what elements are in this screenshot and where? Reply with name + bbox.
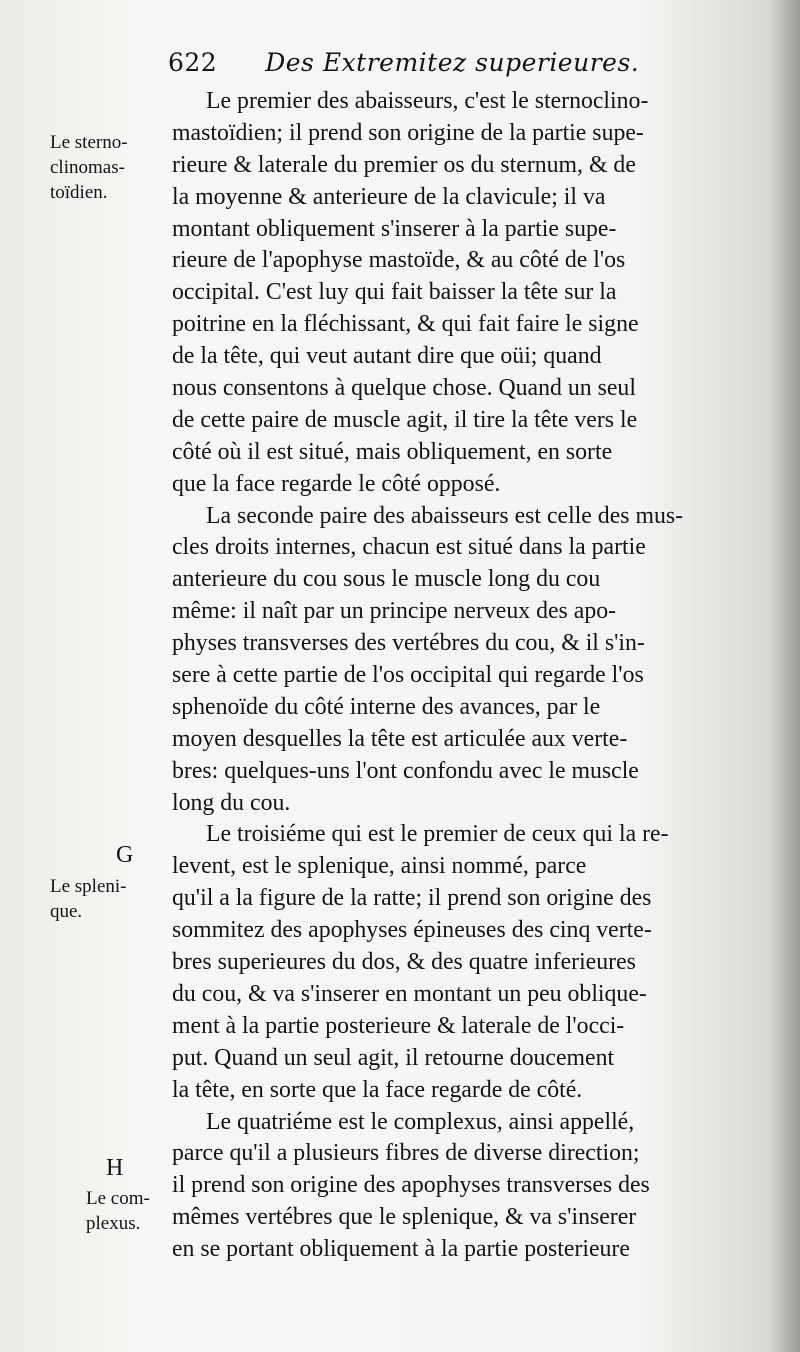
text-line: sphenoïde du côté interne des avances, par le xyxy=(172,693,601,720)
text-line: montant obliquement s'inserer à la partie supe- xyxy=(172,215,617,242)
text-line: rieure & laterale du premier os du sternum, & de xyxy=(172,151,636,178)
paragraph xyxy=(172,1107,738,1266)
margin-note-splenique xyxy=(50,874,168,924)
paragraph xyxy=(172,819,738,1106)
margin-note-sternoclinomastoidien xyxy=(50,130,168,205)
running-title: Des Extremitez superieures. xyxy=(265,48,640,77)
margin-note-line: que. xyxy=(50,901,83,922)
text-line: occipital. C'est luy qui fait baisser la tête sur la xyxy=(172,279,617,306)
text-line: sere à cette partie de l'os occipital qui regarde l'os xyxy=(172,662,644,689)
text-line: ment à la partie posterieure & laterale de l'occi- xyxy=(172,1012,625,1039)
page-number: 622 xyxy=(168,48,218,77)
text-line: côté où il est situé, mais obliquement, en sorte xyxy=(172,438,613,465)
paragraph xyxy=(172,86,738,501)
margin-note-line: Le com- xyxy=(86,1188,150,1209)
text-line: la moyenne & anterieure de la clavicule; il va xyxy=(172,183,606,210)
text-line: il prend son origine des apophyses transverses des xyxy=(172,1172,650,1199)
margin-note-line: toïdien. xyxy=(50,182,108,203)
text-line: parce qu'il a plusieurs fibres de diverse direction; xyxy=(172,1140,640,1167)
text-line: du cou, & va s'inserer en montant un peu oblique- xyxy=(172,980,647,1007)
text-line: levent, est le splenique, ainsi nommé, parce xyxy=(172,853,587,880)
signature-mark-h: H xyxy=(106,1155,124,1181)
text-line: de la tête, qui veut autant dire que oüi; quand xyxy=(172,343,602,370)
text-line: Le premier des abaisseurs, c'est le sternoclino- xyxy=(206,88,649,114)
text-line: bres superieures du dos, & des quatre inferieures xyxy=(172,949,636,976)
running-head xyxy=(168,48,648,77)
text-line: physes transverses des vertébres du cou, & il s'in- xyxy=(172,630,645,657)
text-line: de cette paire de muscle agit, il tire la tête vers le xyxy=(172,406,638,433)
margin-note-line: Le sterno- xyxy=(50,132,128,153)
signature-mark-g: G xyxy=(116,842,134,868)
text-line: anterieure du cou sous le muscle long du cou xyxy=(172,566,601,593)
text-line: put. Quand un seul agit, il retourne doucement xyxy=(172,1044,615,1071)
text-line: nous consentons à quelque chose. Quand un seul xyxy=(172,375,636,402)
text-line: qu'il a la figure de la ratte; il prend son origine des xyxy=(172,885,652,912)
text-line: Le quatriéme est le complexus, ainsi appellé, xyxy=(206,1108,635,1135)
margin-note-line: Le spleni- xyxy=(50,876,127,897)
paragraph xyxy=(172,501,738,820)
text-line: bres: quelques-uns l'ont confondu avec le muscle xyxy=(172,757,639,784)
paragraphs xyxy=(172,86,738,1266)
text-line: que la face regarde le côté opposé. xyxy=(172,470,501,497)
body-text xyxy=(172,86,738,1266)
margin-note-line: plexus. xyxy=(86,1213,141,1234)
text-line: Le troisiéme qui est le premier de ceux qui la re- xyxy=(206,821,669,848)
margin-note-line: clinomas- xyxy=(50,157,125,178)
text-line: La seconde paire des abaisseurs est celle des mus- xyxy=(206,502,684,529)
text-line: mêmes vertébres que le splenique, & va s'inserer xyxy=(172,1204,637,1231)
text-line: moyen desquelles la tête est articulée aux verte- xyxy=(172,725,628,752)
text-line: poitrine en la fléchissant, & qui fait faire le signe xyxy=(172,311,639,338)
text-line: sommitez des apophyses épineuses des cinq verte- xyxy=(172,917,652,944)
text-line: la tête, en sorte que la face regarde de côté. xyxy=(172,1076,583,1103)
text-line: cles droits internes, chacun est situé dans la partie xyxy=(172,534,646,561)
text-line: en se portant obliquement à la partie posterieure xyxy=(172,1236,630,1263)
text-line: même: il naît par un principe nerveux des apo- xyxy=(172,598,617,625)
text-line: mastoïdien; il prend son origine de la partie supe- xyxy=(172,119,644,146)
text-line: rieure de l'apophyse mastoïde, & au côté de l'os xyxy=(172,247,626,274)
text-line: long du cou. xyxy=(172,789,291,816)
